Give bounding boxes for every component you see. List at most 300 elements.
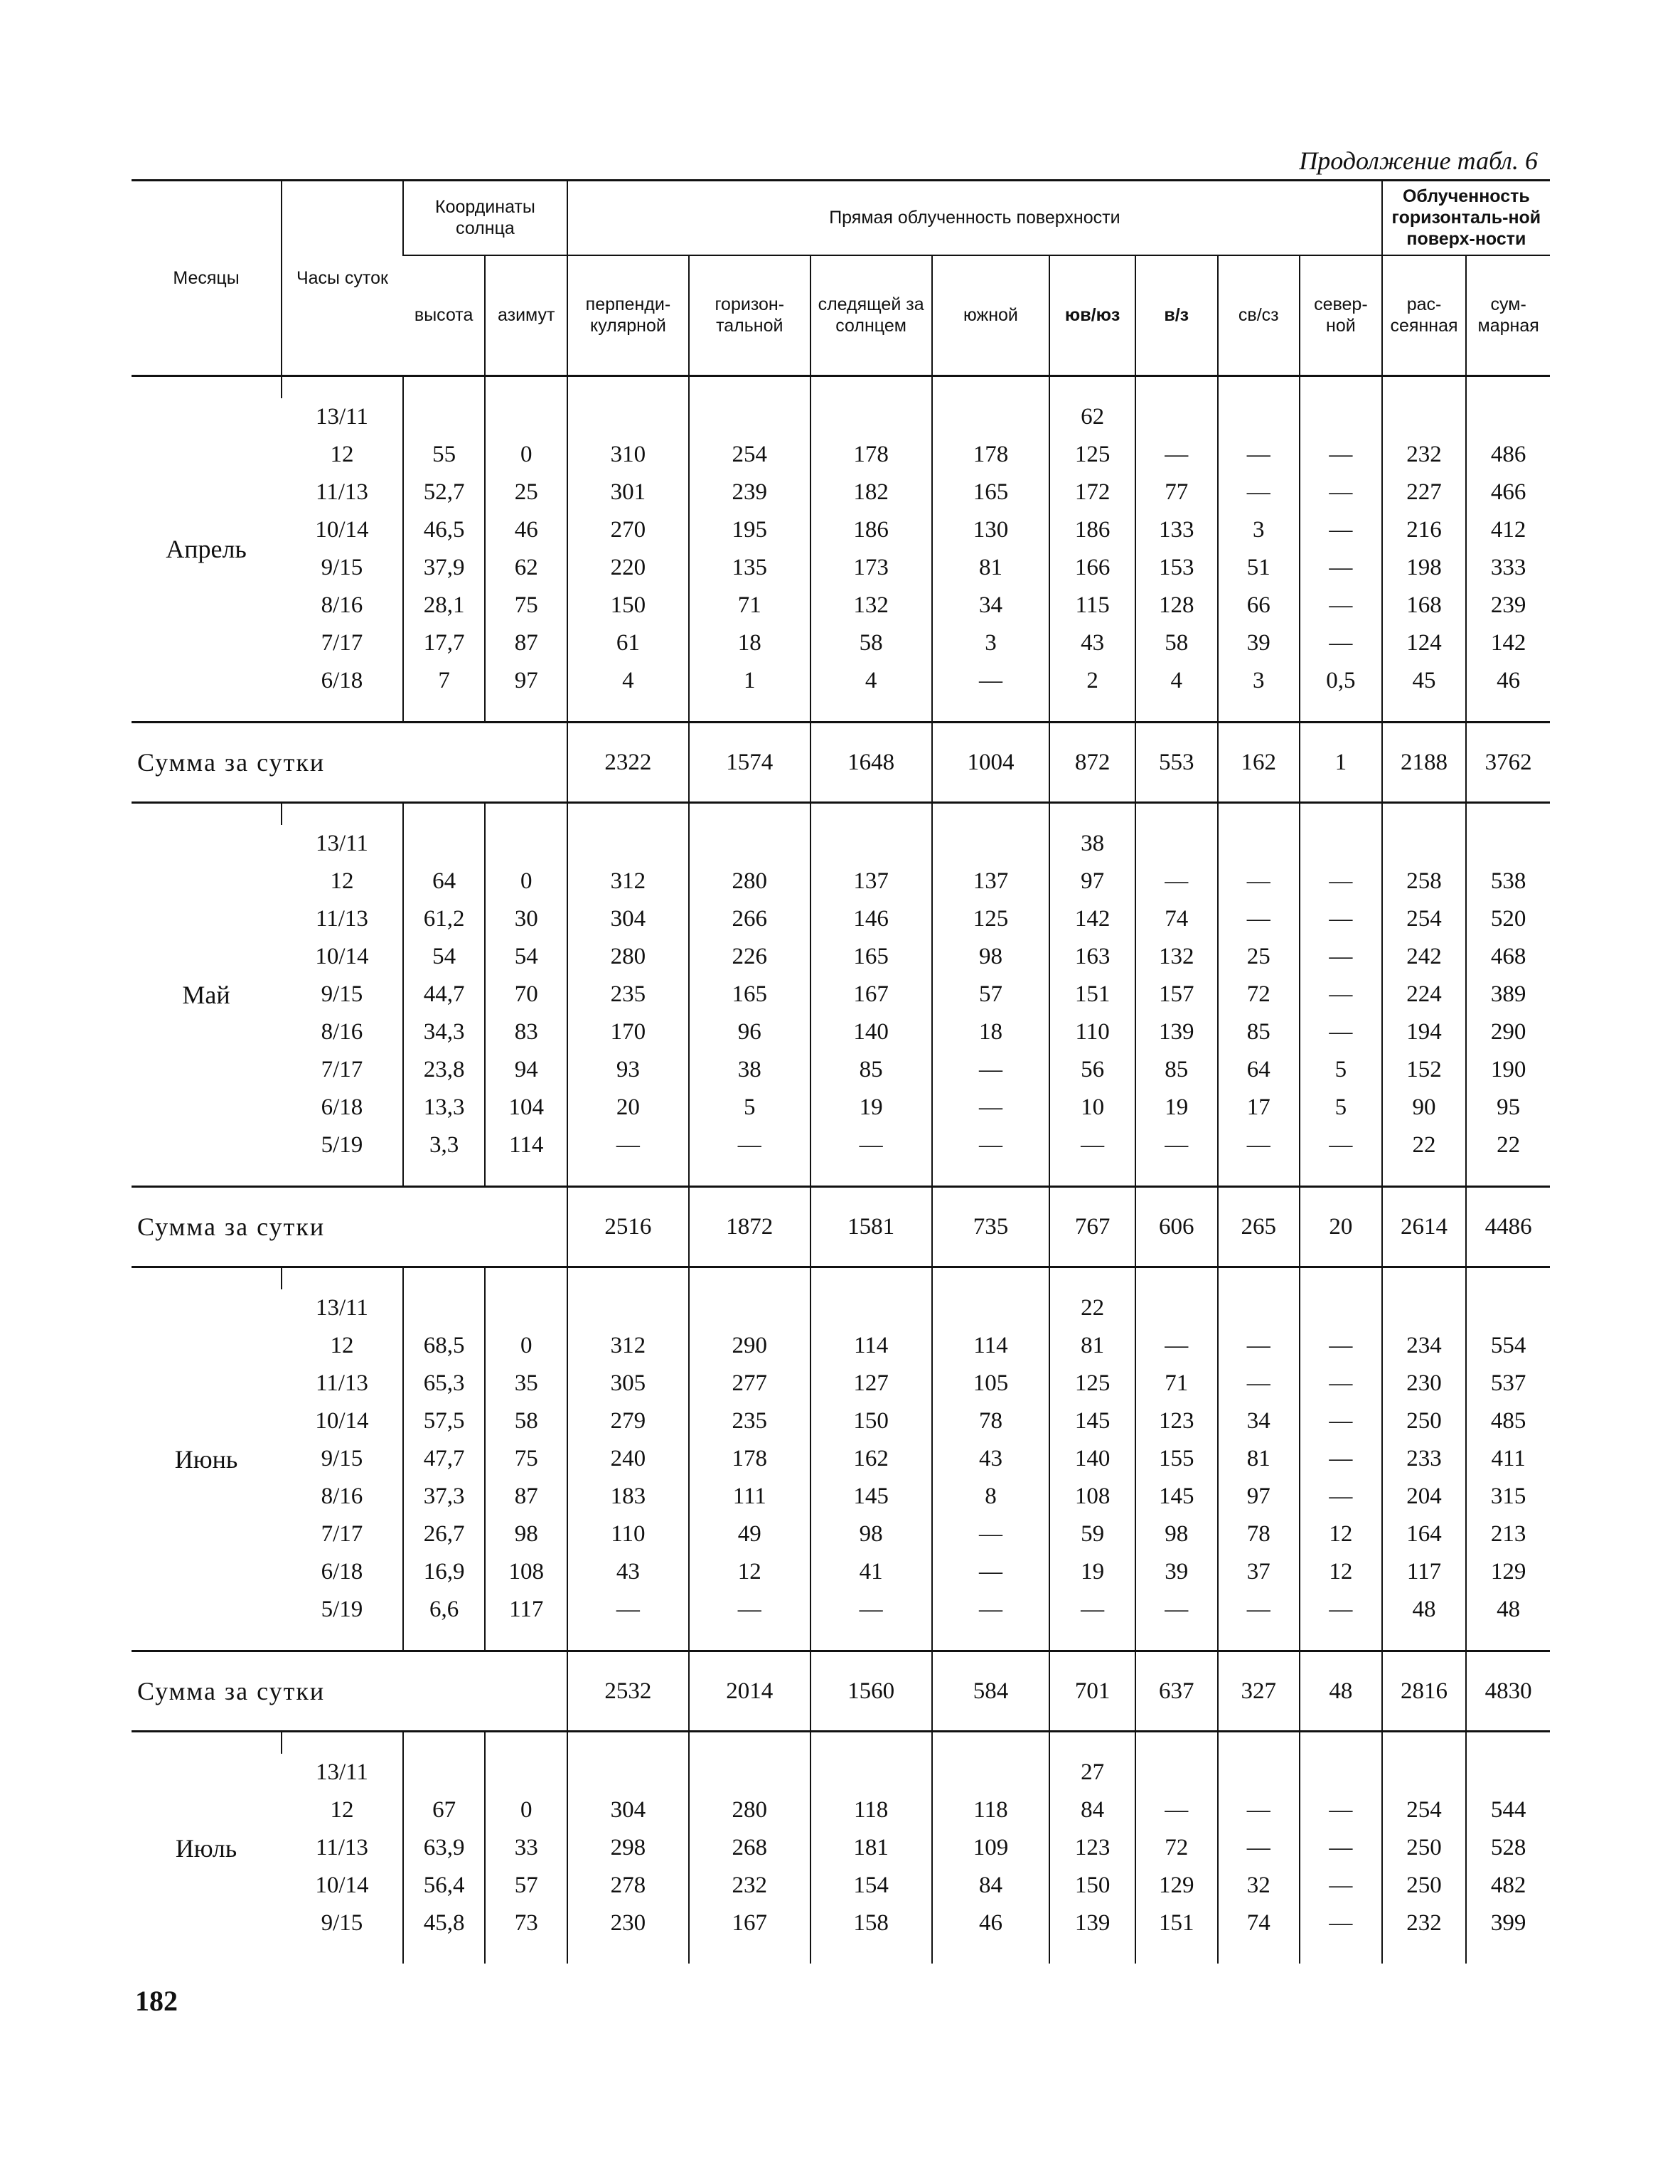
table-cell: 37 — [1218, 1553, 1300, 1591]
table-cell: 538 — [1466, 863, 1550, 900]
table-cell: — — [567, 1126, 689, 1164]
table-cell: — — [1218, 1591, 1300, 1629]
table-cell: 181 — [810, 1829, 932, 1867]
table-cell: 62 — [485, 549, 567, 587]
table-cell: — — [1300, 1791, 1382, 1829]
table-cell: 17,7 — [403, 624, 486, 662]
sum-cell: 735 — [932, 1187, 1050, 1267]
table-cell: 4 — [810, 662, 932, 700]
table-cell: 32 — [1218, 1867, 1300, 1905]
table-cell: 111 — [689, 1478, 810, 1516]
table-cell: 235 — [567, 976, 689, 1013]
table-cell — [485, 1754, 567, 1791]
table-row — [132, 1516, 1550, 1553]
sum-cell: 1004 — [932, 723, 1050, 803]
table-cell: — — [1135, 1126, 1218, 1164]
table-cell: 139 — [1049, 1905, 1135, 1942]
table-cell: 125 — [1049, 436, 1135, 474]
table-row — [132, 1440, 1550, 1478]
table-row — [132, 474, 1550, 511]
table-cell: — — [932, 1553, 1050, 1591]
table-cell: 167 — [810, 976, 932, 1013]
table-cell: 56,4 — [403, 1867, 486, 1905]
table-cell: 22 — [1049, 1289, 1135, 1327]
table-cell: 81 — [1049, 1327, 1135, 1365]
table-cell: 290 — [689, 1327, 810, 1365]
table-row — [132, 1402, 1550, 1440]
table-cell: 132 — [810, 587, 932, 624]
table-cell: 58 — [485, 1402, 567, 1440]
table-cell — [1466, 1754, 1550, 1791]
table-cell: 182 — [810, 474, 932, 511]
table-cell: 150 — [810, 1402, 932, 1440]
table-caption: Продолжение табл. 6 — [1299, 147, 1538, 175]
table-cell: 57 — [485, 1867, 567, 1905]
table-cell — [1382, 398, 1467, 436]
table-cell: 64 — [1218, 1051, 1300, 1089]
table-cell: 58 — [810, 624, 932, 662]
table-cell: 6/18 — [321, 1094, 363, 1120]
table-cell: 34 — [932, 587, 1050, 624]
table-cell — [1300, 825, 1382, 863]
table-cell: 38 — [1049, 825, 1135, 863]
table-cell — [932, 1754, 1050, 1791]
table-cell: 22 — [1382, 1126, 1467, 1164]
table-cell: 0 — [485, 1791, 567, 1829]
table-cell: — — [932, 1089, 1050, 1126]
page-number: 182 — [135, 1985, 178, 2017]
table-cell — [403, 398, 486, 436]
table-cell: 12 — [1300, 1516, 1382, 1553]
table-cell: 132 — [1135, 938, 1218, 976]
table-cell: 74 — [1218, 1905, 1300, 1942]
table-cell: 133 — [1135, 511, 1218, 549]
table-cell: — — [1135, 863, 1218, 900]
table-cell: 46 — [932, 1905, 1050, 1942]
table-cell: 12 — [330, 1333, 354, 1358]
table-cell: 64 — [403, 863, 486, 900]
table-cell: 304 — [567, 1791, 689, 1829]
table-cell: 10 — [1049, 1089, 1135, 1126]
table-cell: 124 — [1382, 624, 1467, 662]
table-cell: 301 — [567, 474, 689, 511]
table-cell: 55 — [403, 436, 486, 474]
table-cell: 268 — [689, 1829, 810, 1867]
table-cell: — — [1135, 1327, 1218, 1365]
table-cell: 72 — [1135, 1829, 1218, 1867]
table-cell: 33 — [485, 1829, 567, 1867]
table-cell: 150 — [1049, 1867, 1135, 1905]
table-cell: 280 — [689, 863, 810, 900]
table-cell: — — [1218, 1829, 1300, 1867]
table-cell: 108 — [485, 1553, 567, 1591]
table-cell: — — [1218, 1126, 1300, 1164]
table-cell: 78 — [932, 1402, 1050, 1440]
table-cell: 137 — [932, 863, 1050, 900]
table-cell — [1135, 1754, 1218, 1791]
table-cell: 98 — [810, 1516, 932, 1553]
table-cell: 62 — [1049, 398, 1135, 436]
table-row — [132, 1089, 1550, 1126]
table-cell: 115 — [1049, 587, 1135, 624]
table-cell: 151 — [1135, 1905, 1218, 1942]
table-cell: 0 — [485, 1327, 567, 1365]
table-cell: 266 — [689, 900, 810, 938]
table-cell — [567, 1289, 689, 1327]
table-cell: 11/13 — [315, 1370, 368, 1396]
table-cell: — — [1300, 511, 1382, 549]
table-cell: 230 — [567, 1905, 689, 1942]
table-row — [132, 1553, 1550, 1591]
table-cell: 78 — [1218, 1516, 1300, 1553]
table-cell: 234 — [1382, 1327, 1467, 1365]
table-cell: — — [1300, 1440, 1382, 1478]
table-cell: — — [1049, 1591, 1135, 1629]
sum-cell: 1574 — [689, 723, 810, 803]
table-cell: 83 — [485, 1013, 567, 1051]
table-cell: 85 — [1218, 1013, 1300, 1051]
table-cell: 61,2 — [403, 900, 486, 938]
table-cell: 70 — [485, 976, 567, 1013]
sum-cell: 4486 — [1466, 1187, 1550, 1267]
table-cell: 38 — [689, 1051, 810, 1089]
solar-irradiance-table — [132, 179, 1550, 1964]
table-cell: 118 — [810, 1791, 932, 1829]
table-cell: — — [1300, 1905, 1382, 1942]
sum-cell: 4830 — [1466, 1651, 1550, 1732]
table-cell: 3 — [932, 624, 1050, 662]
table-cell: 49 — [689, 1516, 810, 1553]
table-cell: 172 — [1049, 474, 1135, 511]
table-cell: — — [1300, 1402, 1382, 1440]
table-cell: 8/16 — [321, 592, 363, 618]
header-se-sw: юв/юз — [1049, 255, 1135, 376]
table-cell: 167 — [689, 1905, 810, 1942]
header-sun-coordinates: Координаты солнца — [403, 181, 567, 255]
table-cell — [810, 825, 932, 863]
table-cell: — — [1218, 1365, 1300, 1402]
table-cell: 66 — [1218, 587, 1300, 624]
table-cell: 5 — [689, 1089, 810, 1126]
table-cell: 85 — [1135, 1051, 1218, 1089]
sum-cell: 872 — [1049, 723, 1135, 803]
daily-sum-label: Сумма за сутки — [132, 723, 567, 803]
table-cell: 11/13 — [315, 479, 368, 505]
table-cell — [403, 825, 486, 863]
table-cell: 94 — [485, 1051, 567, 1089]
table-row — [132, 511, 1550, 549]
sum-cell: 2014 — [689, 1651, 810, 1732]
table-cell — [567, 825, 689, 863]
table-cell — [689, 1289, 810, 1327]
table-cell: 43 — [932, 1440, 1050, 1478]
table-cell: 158 — [810, 1905, 932, 1942]
table-cell: 186 — [1049, 511, 1135, 549]
table-cell: 10/14 — [315, 517, 369, 543]
table-cell: — — [1218, 1791, 1300, 1829]
table-cell: 8 — [932, 1478, 1050, 1516]
table-body — [132, 376, 1550, 1964]
table-cell: 68,5 — [403, 1327, 486, 1365]
table-cell: 157 — [1135, 976, 1218, 1013]
table-cell: 98 — [1135, 1516, 1218, 1553]
table-cell: — — [1218, 900, 1300, 938]
table-cell: 254 — [1382, 900, 1467, 938]
table-cell: 23,8 — [403, 1051, 486, 1089]
table-cell: 97 — [1049, 863, 1135, 900]
table-cell: 250 — [1382, 1829, 1467, 1867]
header-north: север-ной — [1300, 255, 1382, 376]
table-cell: — — [1135, 436, 1218, 474]
table-cell: 178 — [932, 436, 1050, 474]
table-row — [132, 1478, 1550, 1516]
table-cell: 105 — [932, 1365, 1050, 1402]
table-cell: 18 — [932, 1013, 1050, 1051]
table-row — [132, 624, 1550, 662]
sum-cell: 1 — [1300, 723, 1382, 803]
table-row — [132, 1867, 1550, 1905]
header-direct-irradiance: Прямая облученность поверхности — [567, 181, 1382, 255]
table-cell: — — [1218, 863, 1300, 900]
table-cell — [810, 1289, 932, 1327]
table-cell: 165 — [810, 938, 932, 976]
table-cell: 0,5 — [1300, 662, 1382, 700]
table-cell: 30 — [485, 900, 567, 938]
table-cell: 3 — [1218, 662, 1300, 700]
table-cell: 153 — [1135, 549, 1218, 587]
table-cell: 520 — [1466, 900, 1550, 938]
sum-cell: 327 — [1218, 1651, 1300, 1732]
header-horizontal-irradiance: Облученность горизонталь-ной поверх-ности — [1382, 181, 1550, 255]
table-cell: — — [1300, 436, 1382, 474]
table-cell: 13/11 — [315, 1759, 368, 1785]
table-cell: — — [567, 1591, 689, 1629]
table-row — [132, 1126, 1550, 1164]
sum-cell: 2532 — [567, 1651, 689, 1732]
table-cell: 194 — [1382, 1013, 1467, 1051]
table-cell — [1300, 1754, 1382, 1791]
sum-cell: 2188 — [1382, 723, 1467, 803]
table-cell: 310 — [567, 436, 689, 474]
table-cell: — — [932, 1126, 1050, 1164]
table-cell: 11/13 — [315, 906, 368, 932]
table-cell: 95 — [1466, 1089, 1550, 1126]
table-cell: 123 — [1135, 1402, 1218, 1440]
table-cell — [689, 398, 810, 436]
table-cell: 54 — [485, 938, 567, 976]
table-cell: 59 — [1049, 1516, 1135, 1553]
table-cell: 52,7 — [403, 474, 486, 511]
sum-cell: 20 — [1300, 1187, 1382, 1267]
table-cell: 25 — [1218, 938, 1300, 976]
table-cell: — — [1300, 1829, 1382, 1867]
table-row — [132, 863, 1550, 900]
table-cell: 9/15 — [321, 981, 363, 1007]
table-cell: — — [1218, 436, 1300, 474]
table-cell: 34 — [1218, 1402, 1300, 1440]
table-cell: 19 — [810, 1089, 932, 1126]
month-label: Апрель — [166, 535, 247, 563]
table-cell: — — [1049, 1126, 1135, 1164]
table-cell: 93 — [567, 1051, 689, 1089]
sum-cell: 48 — [1300, 1651, 1382, 1732]
table-cell: 7/17 — [321, 630, 363, 656]
table-cell: 114 — [485, 1126, 567, 1164]
table-cell: — — [1300, 587, 1382, 624]
table-cell — [689, 1754, 810, 1791]
table-cell: 75 — [485, 587, 567, 624]
table-cell: 485 — [1466, 1402, 1550, 1440]
table-cell — [810, 1754, 932, 1791]
table-cell — [1218, 825, 1300, 863]
table-cell: 240 — [567, 1440, 689, 1478]
table-cell: 57 — [932, 976, 1050, 1013]
table-cell: 204 — [1382, 1478, 1467, 1516]
table-cell: 39 — [1135, 1553, 1218, 1591]
table-cell — [1382, 1289, 1467, 1327]
table-cell: 46 — [1466, 662, 1550, 700]
table-cell: — — [1218, 474, 1300, 511]
table-cell: 9/15 — [321, 555, 363, 580]
table-cell: 19 — [1049, 1553, 1135, 1591]
table-cell: 163 — [1049, 938, 1135, 976]
table-cell: — — [810, 1591, 932, 1629]
table-cell: 58 — [1135, 624, 1218, 662]
table-cell: — — [689, 1591, 810, 1629]
table-row — [132, 1905, 1550, 1942]
table-cell: 57,5 — [403, 1402, 486, 1440]
table-cell: 65,3 — [403, 1365, 486, 1402]
table-cell: 305 — [567, 1365, 689, 1402]
table-cell: 118 — [932, 1791, 1050, 1829]
table-cell: 130 — [932, 511, 1050, 549]
table-cell: 258 — [1382, 863, 1467, 900]
table-row — [132, 398, 1550, 436]
table-cell: 48 — [1466, 1591, 1550, 1629]
table-cell: 87 — [485, 1478, 567, 1516]
table-cell: 5 — [1300, 1051, 1382, 1089]
table-cell: 537 — [1466, 1365, 1550, 1402]
table-cell: 108 — [1049, 1478, 1135, 1516]
table-cell: 0 — [485, 863, 567, 900]
table-cell: — — [1300, 1013, 1382, 1051]
table-cell: 232 — [1382, 436, 1467, 474]
table-cell: 315 — [1466, 1478, 1550, 1516]
table-cell — [932, 1289, 1050, 1327]
table-cell: 20 — [567, 1089, 689, 1126]
table-cell: 109 — [932, 1829, 1050, 1867]
table-cell: 216 — [1382, 511, 1467, 549]
table-cell: 135 — [689, 549, 810, 587]
table-cell: 198 — [1382, 549, 1467, 587]
table-cell: 280 — [689, 1791, 810, 1829]
table-cell: 178 — [810, 436, 932, 474]
table-cell: 290 — [1466, 1013, 1550, 1051]
table-cell: 242 — [1382, 938, 1467, 976]
table-cell: 125 — [1049, 1365, 1135, 1402]
table-cell: 104 — [485, 1089, 567, 1126]
table-cell: 139 — [1135, 1013, 1218, 1051]
daily-sum-label: Сумма за сутки — [132, 1187, 567, 1267]
header-azimuth: азимут — [485, 255, 567, 376]
table-cell: 411 — [1466, 1440, 1550, 1478]
table-cell — [1382, 825, 1467, 863]
table-cell: — — [1300, 900, 1382, 938]
table-cell — [485, 1289, 567, 1327]
table-cell: 43 — [1049, 624, 1135, 662]
table-cell: 170 — [567, 1013, 689, 1051]
table-cell: 97 — [1218, 1478, 1300, 1516]
table-cell: 71 — [1135, 1365, 1218, 1402]
table-cell: 468 — [1466, 938, 1550, 976]
table-cell: 389 — [1466, 976, 1550, 1013]
table-cell: 6/18 — [321, 668, 363, 693]
table-cell — [485, 825, 567, 863]
month-label: Июль — [175, 1833, 237, 1863]
table-cell: 96 — [689, 1013, 810, 1051]
header-total: сум-марная — [1466, 255, 1550, 376]
table-cell: — — [1300, 1478, 1382, 1516]
table-cell: 84 — [1049, 1791, 1135, 1829]
table-cell: 98 — [485, 1516, 567, 1553]
table-cell: — — [1300, 1126, 1382, 1164]
table-cell: 5/19 — [321, 1132, 363, 1158]
table-cell: 128 — [1135, 587, 1218, 624]
table-cell: 43 — [567, 1553, 689, 1591]
sum-cell: 1560 — [810, 1651, 932, 1732]
table-cell: 239 — [1466, 587, 1550, 624]
table-cell: 2 — [1049, 662, 1135, 700]
table-cell: 10/14 — [315, 1873, 369, 1898]
table-cell: 162 — [810, 1440, 932, 1478]
table-cell: 466 — [1466, 474, 1550, 511]
table-row — [132, 900, 1550, 938]
table-cell: 150 — [567, 587, 689, 624]
table-cell: 232 — [1382, 1905, 1467, 1942]
table-cell: 12 — [689, 1553, 810, 1591]
table-cell — [1466, 825, 1550, 863]
table-cell: 178 — [689, 1440, 810, 1478]
table-cell: — — [1300, 549, 1382, 587]
table-cell: 13/11 — [315, 831, 368, 856]
table-cell: 10/14 — [315, 944, 369, 969]
sum-cell: 767 — [1049, 1187, 1135, 1267]
table-row — [132, 1289, 1550, 1327]
table-cell: — — [1300, 624, 1382, 662]
sum-cell: 553 — [1135, 723, 1218, 803]
table-cell: 72 — [1218, 976, 1300, 1013]
table-cell: 12 — [330, 868, 354, 894]
table-cell: 28,1 — [403, 587, 486, 624]
sum-cell: 637 — [1135, 1651, 1218, 1732]
header-south: южной — [932, 255, 1050, 376]
table-cell: 7 — [403, 662, 486, 700]
sum-cell: 2816 — [1382, 1651, 1467, 1732]
table-cell: 125 — [932, 900, 1050, 938]
table-cell: 183 — [567, 1478, 689, 1516]
table-cell — [1218, 398, 1300, 436]
table-cell: — — [932, 1591, 1050, 1629]
table-cell: 35 — [485, 1365, 567, 1402]
table-cell: 39 — [1218, 624, 1300, 662]
table-cell: 6/18 — [321, 1559, 363, 1584]
table-cell: 173 — [810, 549, 932, 587]
table-cell — [932, 825, 1050, 863]
table-cell: 73 — [485, 1905, 567, 1942]
table-cell: 165 — [932, 474, 1050, 511]
table-cell: 77 — [1135, 474, 1218, 511]
sum-cell: 606 — [1135, 1187, 1218, 1267]
